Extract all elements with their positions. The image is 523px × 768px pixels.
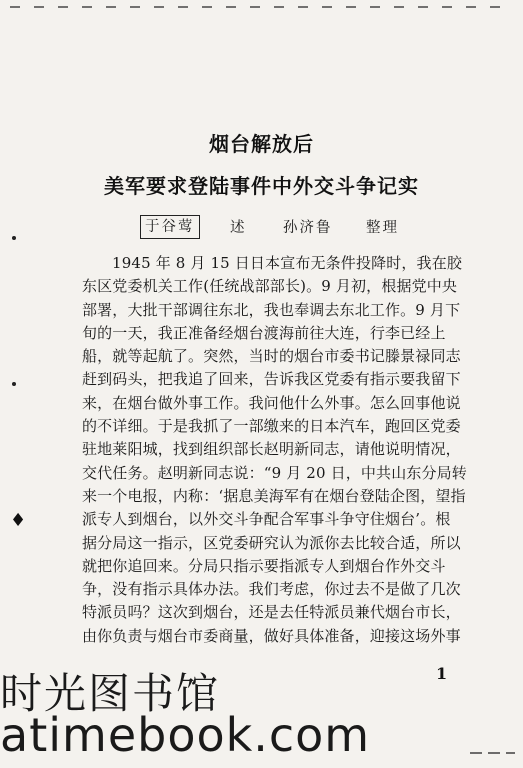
body-line: 1945 年 8 月 15 日日本宣布无条件投降时，我在胶	[112, 254, 462, 272]
article-title: 烟台解放后	[209, 132, 314, 156]
body-line: 据分局这一指示，区党委研究认为派你去比较合适，所以	[82, 533, 461, 552]
body-line: 争，没有指示具体办法。我们考虑，你过去不是做了几次	[82, 580, 461, 599]
body-line: 派专人到烟台，以外交斗争配合军事斗争守住烟台’。根	[82, 510, 451, 529]
body-line: 旬的一天，我正准备经烟台渡海前往大连，行李已经上	[82, 323, 446, 342]
author-name: 于谷莺	[140, 215, 200, 239]
margin-dot	[12, 382, 16, 386]
watermark-url: atimebook.com	[0, 708, 371, 762]
body-line: 部署，大批干部调往东北，我也奉调去东北工作。9 月下	[82, 300, 461, 319]
editor-role: 整理	[366, 220, 399, 236]
watermark-chinese: 时光图书馆	[0, 669, 221, 718]
body-line: 赶到码头，把我追了回来，告诉我区党委有指示要我留下	[82, 370, 461, 389]
body-line: 来一个电报，内称：‘据息美海军有在烟台登陆企图，望指	[82, 486, 466, 505]
body-line: 驻地莱阳城，找到组织部长赵明新同志，请他说明情况，	[82, 440, 461, 459]
article-subtitle: 美军要求登陆事件中外交斗争记实	[104, 174, 419, 198]
body-line: 由你负责与烟台市委商量，做好具体准备，迎接这场外事	[82, 626, 461, 645]
body-line: 就把你追回来。分局只指示要指派专人到烟台作外交斗	[82, 556, 446, 575]
margin-mark: ♦	[10, 510, 27, 531]
body-line: 东区党委机关工作(任统战部部长)。9 月初，根据党中央	[82, 277, 458, 296]
body-line: 船，就等起航了。突然，当时的烟台市委书记滕景禄同志	[82, 347, 461, 366]
body-line: 的不详细。于是我抓了一部缴来的日本汽车，跑回区党委	[82, 417, 461, 436]
scan-artifact-dashes	[10, 6, 510, 8]
body-line: 来，在烟台做外事工作。我问他什么外事。怎么回事他说	[82, 393, 461, 412]
body-line: 交代任务。赵明新同志说：“9 月 20 日，中共山东分局转	[82, 463, 467, 482]
editor-name: 孙济鲁	[283, 220, 333, 236]
page-number: 1	[436, 664, 448, 683]
article-body	[82, 252, 494, 648]
scan-artifact-dashes	[470, 752, 515, 754]
byline	[140, 215, 399, 241]
body-line: 特派员吗？这次到烟台，还是去任特派员兼代烟台市长，	[82, 603, 461, 622]
margin-dot	[12, 236, 16, 240]
author-role: 述	[230, 220, 247, 236]
